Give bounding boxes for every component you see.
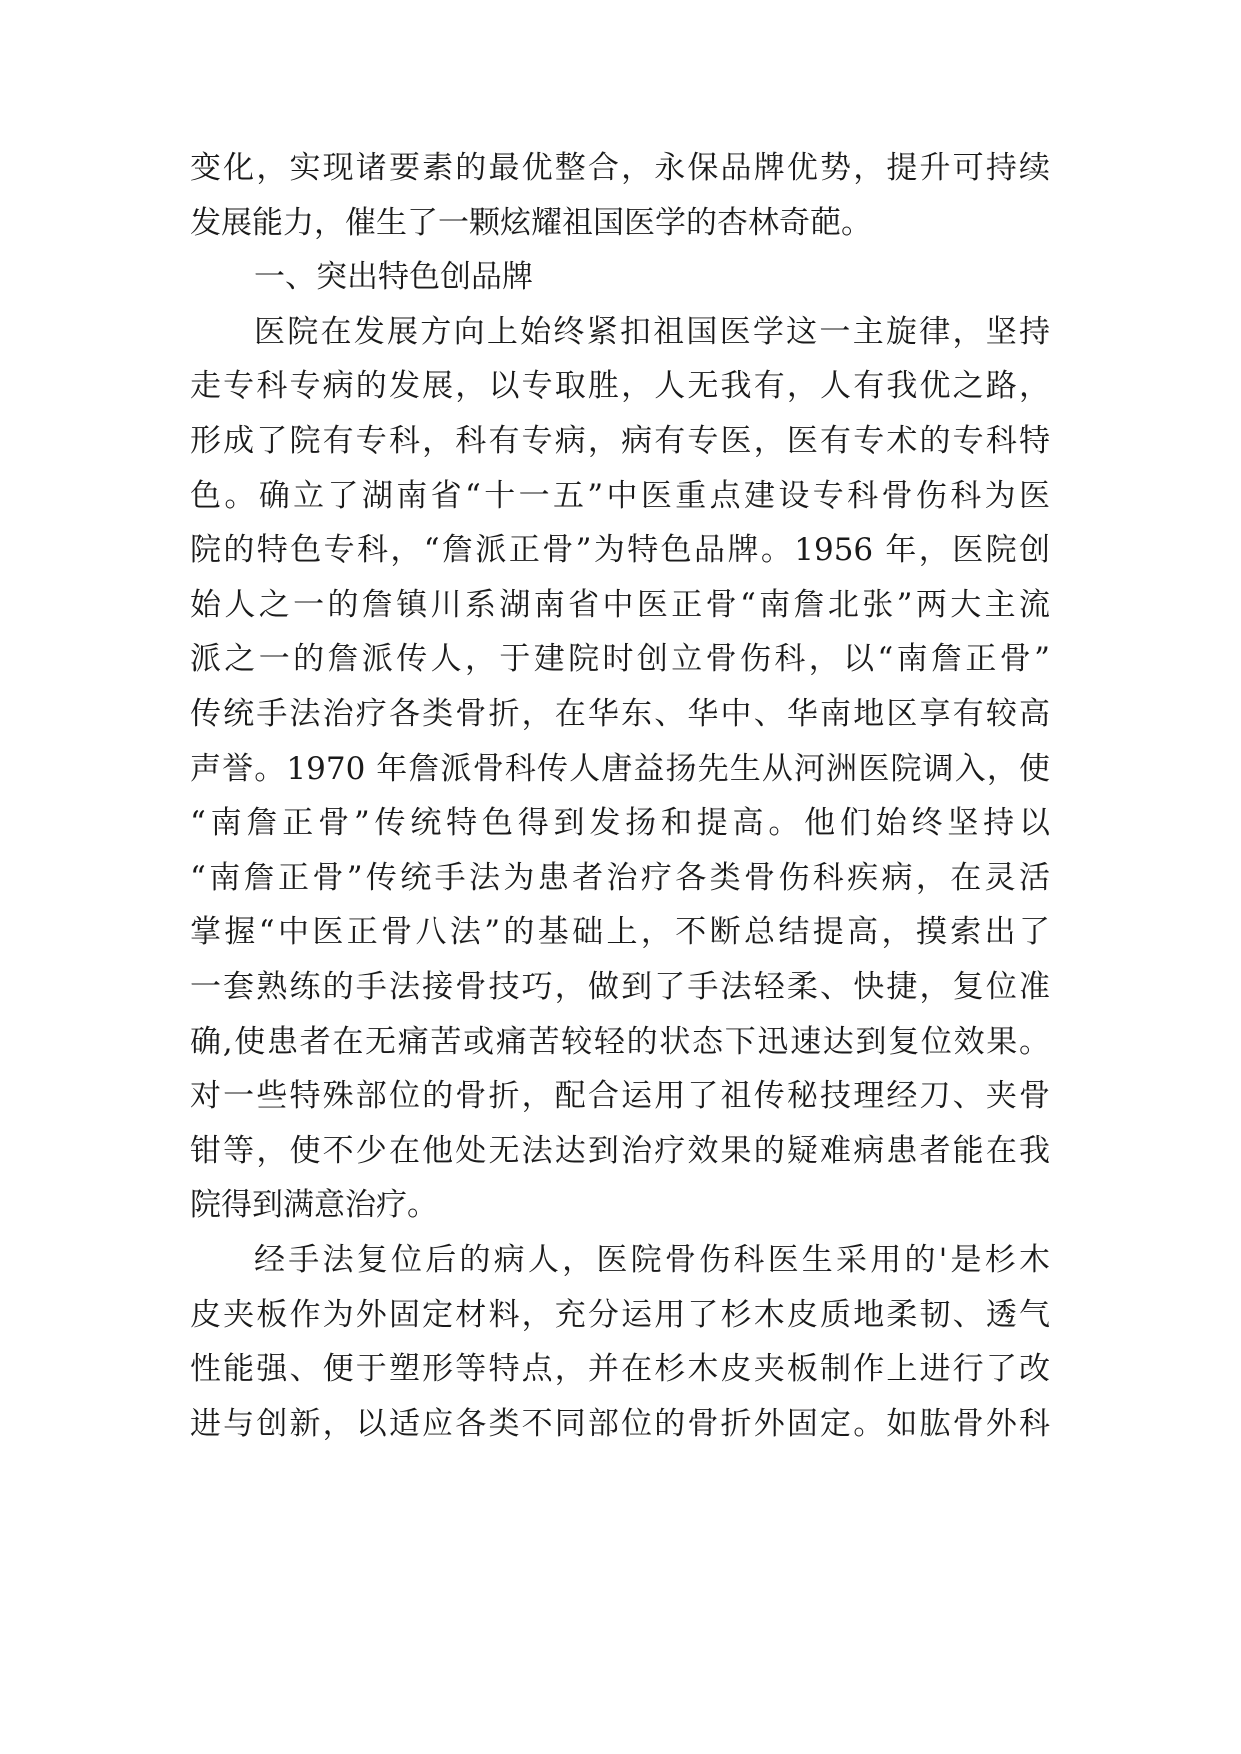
- text-line: 确,使患者在无痛苦或痛苦较轻的状态下迅速达到复位效果。: [190, 1024, 1050, 1060]
- text-line: 派之一的詹派传人，于建院时创立骨伤科，以“南詹正骨”: [190, 641, 1050, 677]
- text-line: 始人之一的詹镇川系湖南省中医正骨“南詹北张”两大主流: [190, 587, 1050, 623]
- text-line: 色。确立了湖南省“十一五”中医重点建设专科骨伤科为医: [190, 478, 1050, 514]
- text-line: 形成了院有专科，科有专病，病有专医，医有专术的专科特: [190, 423, 1050, 459]
- text-line: 发展能力，催生了一颗炫耀祖国医学的杏林奇葩。: [190, 205, 872, 241]
- text-line: 进与创新，以适应各类不同部位的骨折外固定。如肱骨外科: [190, 1406, 1050, 1442]
- text-line: 性能强、便于塑形等特点，并在杉木皮夹板制作上进行了改: [190, 1351, 1050, 1387]
- paragraph-first-line: 经手法复位后的病人，医院骨伤科医生采用的'是杉木: [254, 1242, 1050, 1278]
- text-line: 一套熟练的手法接骨技巧，做到了手法轻柔、快捷，复位准: [190, 969, 1050, 1005]
- text-line: “南詹正骨”传统特色得到发扬和提高。他们始终坚持以: [190, 805, 1050, 841]
- text-line: 变化，实现诸要素的最优整合，永保品牌优势，提升可持续: [190, 150, 1050, 186]
- text-line: 皮夹板作为外固定材料，充分运用了杉木皮质地柔韧、透气: [190, 1297, 1050, 1333]
- text-line: “南詹正骨”传统手法为患者治疗各类骨伤科疾病，在灵活: [190, 860, 1050, 896]
- paragraph-first-line: 医院在发展方向上始终紧扣祖国医学这一主旋律，坚持: [254, 314, 1050, 350]
- text-line: 走专科专病的发展，以专取胜，人无我有，人有我优之路，: [190, 368, 1050, 404]
- paragraph-first-line: 一、突出特色创品牌: [254, 259, 533, 295]
- text-line: 院的特色专科，“詹派正骨”为特色品牌。1956 年，医院创: [190, 532, 1050, 568]
- text-line: 院得到满意治疗。: [190, 1187, 438, 1223]
- text-line: 掌握“中医正骨八法”的基础上，不断总结提高，摸索出了: [190, 914, 1050, 950]
- text-line: 钳等，使不少在他处无法达到治疗效果的疑难病患者能在我: [190, 1133, 1050, 1169]
- text-line: 传统手法治疗各类骨折，在华东、华中、华南地区享有较高: [190, 696, 1050, 732]
- text-line: 声誉。1970 年詹派骨科传人唐益扬先生从河洲医院调入，使: [190, 751, 1050, 787]
- text-line: 对一些特殊部位的骨折，配合运用了祖传秘技理经刀、夹骨: [190, 1078, 1050, 1114]
